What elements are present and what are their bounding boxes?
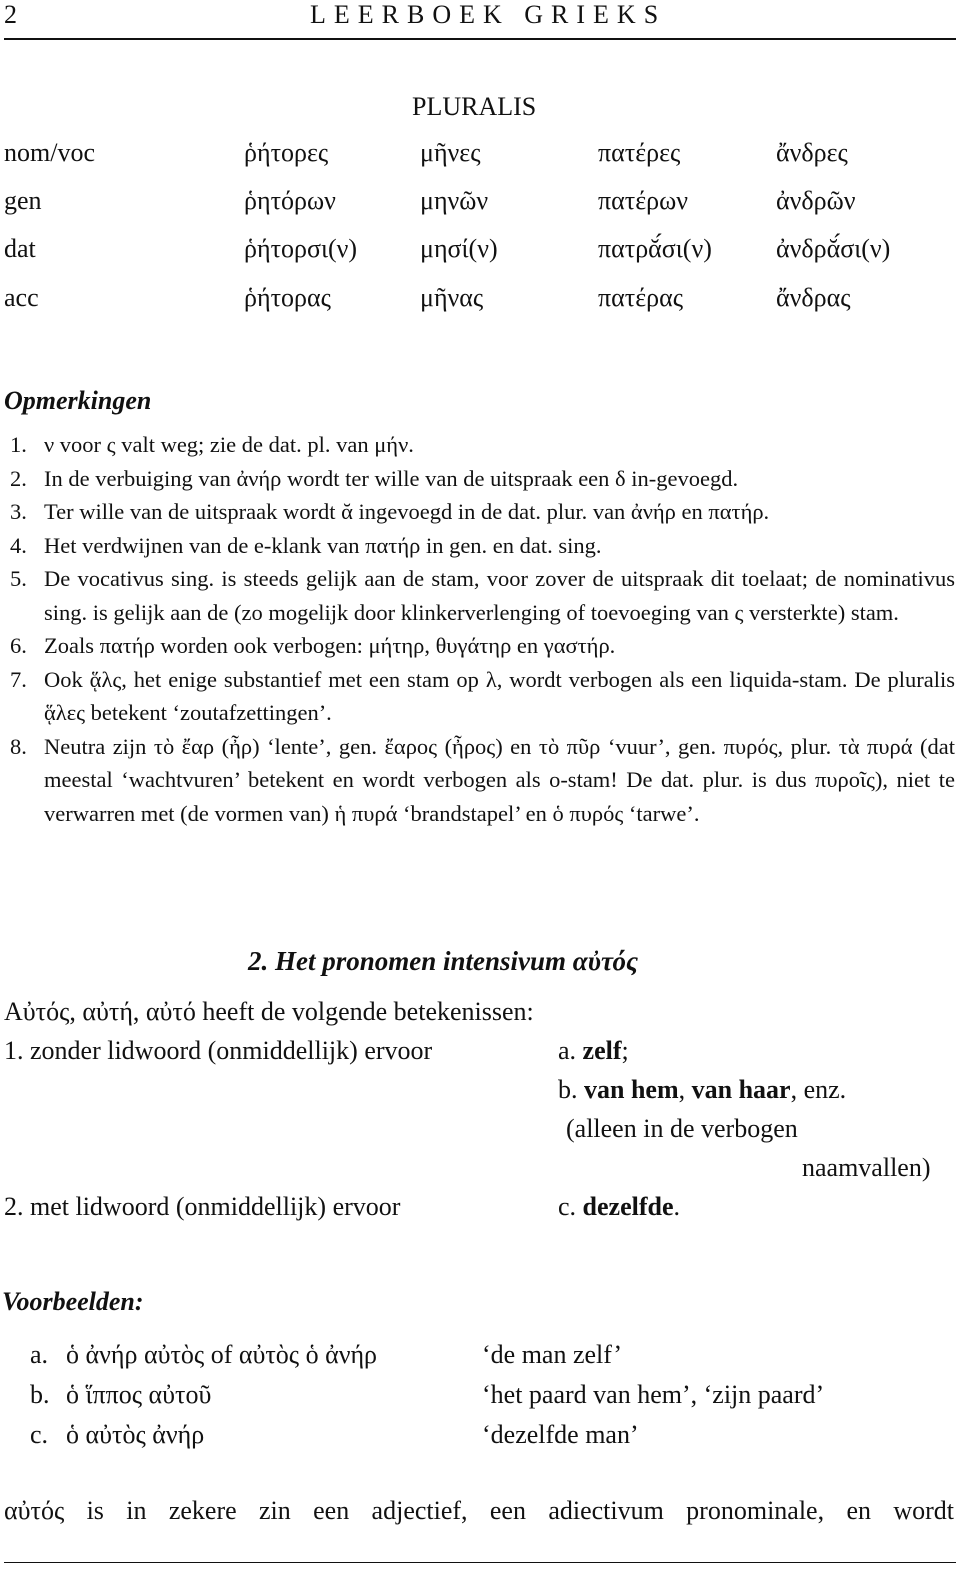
declension-form: μῆνας <box>420 283 484 312</box>
example-label: a. <box>30 1340 49 1369</box>
declension-form: ἄνδρας <box>776 283 851 312</box>
note-text: Ter wille van de uitspraak wordt ᾰ ingevoegd in de dat. plur. van ἀνήρ en πατήρ. <box>44 499 770 524</box>
note-number: 6. <box>10 633 27 658</box>
bottom-rule <box>4 1562 956 1563</box>
declension-row-nom-voc <box>0 138 960 174</box>
declension-form: πατέρας <box>598 283 684 312</box>
note-text: De vocativus sing. is steeds gelijk aan de stam, voor zover de uitspraak dit toelaat; de nominativus sing. is gelijk aan de (zo mogelijk door klinkerverlenging of toevoeging van ς versterkte) stam. <box>44 566 955 625</box>
declension-row-acc <box>0 283 960 319</box>
meanings-block <box>0 1036 960 1236</box>
declension-title: PLURALIS <box>412 92 537 121</box>
note-text: Zoals πατήρ worden ook verbogen: μήτηρ, θυγάτηρ en γαστήρ. <box>44 633 616 658</box>
final-text: αὐτός is in zekere zin een adjectief, een adiectivum pronominale, en wordt <box>4 1496 954 1525</box>
header-rule <box>4 38 956 40</box>
note-text: Het verdwijnen van de e-klank van πατήρ in gen. en dat. sing. <box>44 532 602 558</box>
note-item <box>10 663 955 730</box>
declension-form: ῥήτορας <box>244 283 331 312</box>
note-number: 5. <box>10 566 27 591</box>
meaning-note-line-2: naamvallen) <box>802 1153 931 1182</box>
meaning-b-suffix: , enz. <box>790 1075 847 1104</box>
declension-form: πατρᾰ́σι(ν) <box>598 234 712 263</box>
declension-form: μηνῶν <box>420 186 489 215</box>
example-row <box>0 1420 960 1456</box>
meaning-a-suffix: ; <box>621 1036 629 1065</box>
declension-form: πατέρων <box>598 186 688 215</box>
example-greek: ὁ ἀνήρ αὐτὸς of αὐτὸς ὁ ἀνήρ <box>66 1340 378 1369</box>
meaning-b-sep: , <box>678 1075 692 1104</box>
declension-form: ῥήτορες <box>244 138 329 167</box>
note-number: 7. <box>10 666 27 692</box>
note-item <box>10 495 955 529</box>
declension-form: πατέρες <box>598 138 681 167</box>
note-text: ν voor ς valt weg; zie de dat. pl. van μήν. <box>44 432 414 457</box>
declension-form: μῆνες <box>420 138 481 167</box>
meaning-note-line-1: (alleen in de verbogen <box>566 1114 798 1143</box>
declension-form: ἄνδρες <box>776 138 848 167</box>
notes-heading: Opmerkingen <box>4 386 152 415</box>
note-text: Ook ᾅλς, het enige substantief met een stam op λ, wordt verbogen als een liquida-stam. De pluralis ᾅλες betekent ‘zoutafzettingen’. <box>44 666 955 725</box>
meaning-b-bold-1: van hem <box>584 1075 679 1104</box>
declension-form: μησί(ν) <box>420 234 498 263</box>
meaning-c-suffix: . <box>673 1192 681 1221</box>
example-label: b. <box>30 1380 50 1409</box>
example-row <box>0 1340 960 1376</box>
note-number: 2. <box>10 465 27 491</box>
note-item <box>10 730 955 831</box>
case-label: acc <box>4 283 39 312</box>
example-translation: ‘dezelfde man’ <box>482 1420 639 1449</box>
meaning-b <box>558 1075 846 1105</box>
example-translation: ‘de man zelf’ <box>482 1340 623 1369</box>
case-label: gen <box>4 186 42 215</box>
case-label: nom/voc <box>4 138 95 167</box>
examples-heading: Voorbeelden: <box>2 1287 144 1316</box>
example-label: c. <box>30 1420 49 1449</box>
meaning-case-2: 2. met lidwoord (onmiddellijk) ervoor <box>4 1192 401 1221</box>
example-greek: ὁ ἵππος αὐτοῦ <box>66 1380 212 1409</box>
meaning-a-prefix: a. <box>558 1036 577 1065</box>
note-number: 1. <box>10 432 27 457</box>
meaning-c-prefix: c. <box>558 1192 577 1221</box>
declension-form: ἀνδρῶν <box>776 186 856 215</box>
page-header <box>0 0 960 42</box>
declension-row-gen <box>0 186 960 222</box>
meaning-c-bold: dezelfde <box>582 1192 674 1221</box>
note-number: 4. <box>10 532 27 558</box>
declension-form: ἀνδρᾰ́σι(ν) <box>776 234 891 263</box>
note-item <box>10 562 955 629</box>
note-number: 3. <box>10 499 27 524</box>
note-text: Neutra zijn τὸ ἔαρ (ἦρ) ‘lente’, gen. ἔαρος (ἦρος) en τὸ πῦρ ‘vuur’, gen. πυρός, plur. τὰ πυρά (dat meestal ‘wachtvuren’ betekent en wordt verbogen als o-stam! De dat. plur. is dus πυροῖς), niet te verwarren met (de vormen van) ἡ πυρά ‘brandstapel’ en ὁ πυρός ‘tarwe’. <box>44 733 955 826</box>
note-item <box>10 529 955 563</box>
section-intro: Αὐτός, αὐτή, αὐτό heeft de volgende betekenissen: <box>4 997 534 1026</box>
meaning-b-prefix: b. <box>558 1075 578 1104</box>
declension-form: ῥητόρων <box>244 186 336 215</box>
note-number: 8. <box>10 733 27 759</box>
note-item <box>10 428 955 462</box>
note-item <box>10 629 955 663</box>
meaning-a-bold: zelf <box>582 1036 622 1065</box>
notes-list <box>10 428 955 830</box>
running-title: LEERBOEK GRIEKS <box>310 0 667 29</box>
meaning-case-1: 1. zonder lidwoord (onmiddellijk) ervoor <box>4 1036 433 1065</box>
note-text: In de verbuiging van ἀνήρ wordt ter wille van de uitspraak een δ in-gevoegd. <box>44 465 739 491</box>
meaning-c <box>558 1192 680 1222</box>
page-number: 2 <box>4 0 17 29</box>
example-greek: ὁ αὐτὸς ἀνήρ <box>66 1420 205 1449</box>
case-label: dat <box>4 234 36 263</box>
declension-form: ῥήτορσι(ν) <box>244 234 358 263</box>
meaning-b-bold-2: van haar <box>691 1075 791 1104</box>
declension-row-dat <box>0 234 960 270</box>
example-translation: ‘het paard van hem’, ‘zijn paard’ <box>482 1380 825 1409</box>
note-item <box>10 462 955 496</box>
section-heading: 2. Het pronomen intensivum αὐτός <box>248 946 639 976</box>
meaning-a <box>558 1036 629 1066</box>
example-row <box>0 1380 960 1416</box>
